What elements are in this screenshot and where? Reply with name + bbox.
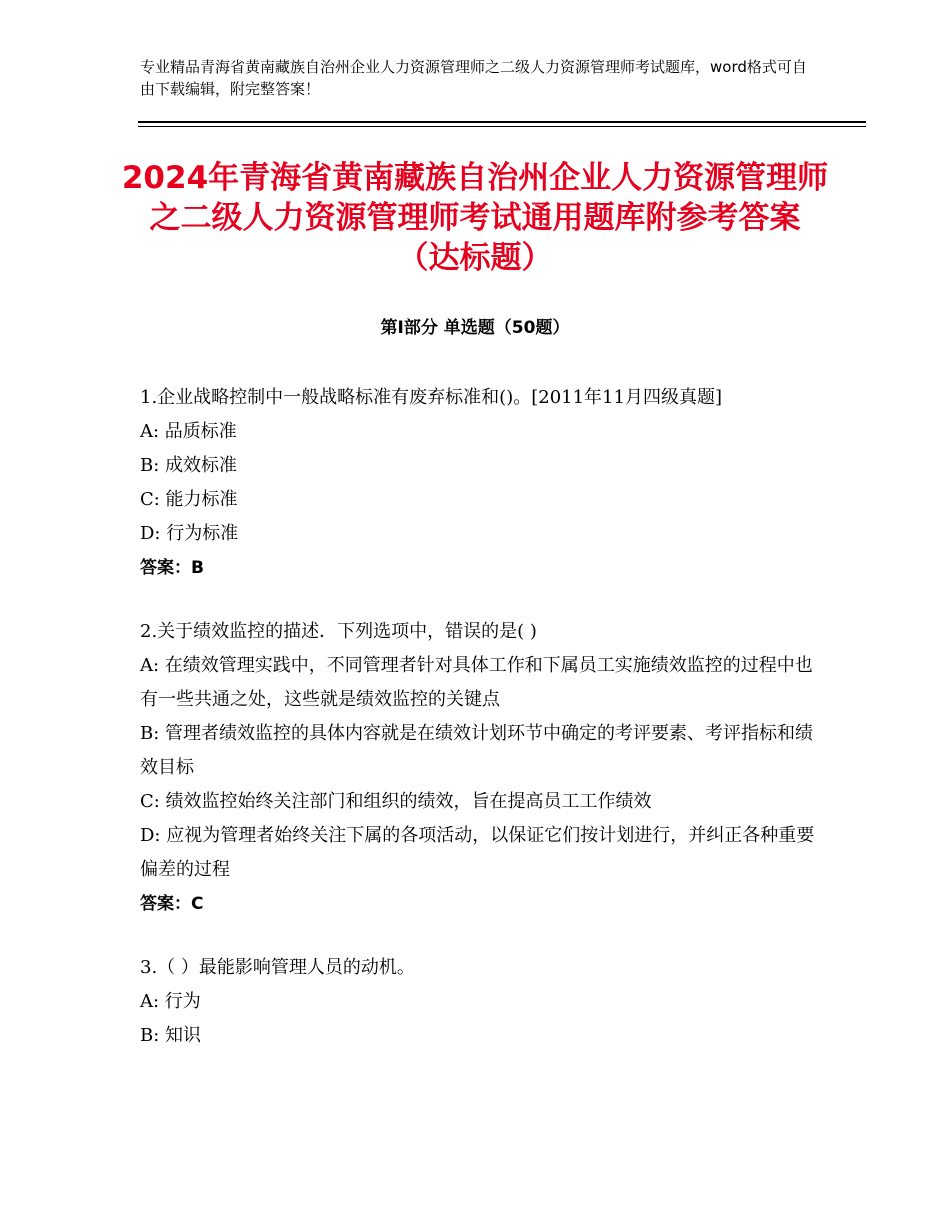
question-list	[140, 381, 815, 1083]
option-c: C: 能力标准	[140, 489, 238, 510]
option-a: A: 在绩效管理实践中，不同管理者针对具体工作和下属员工实施绩效监控的过程中也有一些共通之处，这些就是绩效监控的关键点	[140, 655, 813, 710]
option-d: D: 应视为管理者始终关注下属的各项活动，以保证它们按计划进行，并纠正各种重要偏差的过程	[140, 825, 815, 880]
question-stem: 1.企业战略控制中一般战略标准有废弃标准和()。[2011年11月四级真题]	[140, 387, 722, 408]
question-2	[140, 615, 815, 921]
document-title: 2024年青海省黄南藏族自治州企业人力资源管理师之二级人力资源管理师考试通用题库附参考答案（达标题）	[121, 160, 829, 276]
option-a: A: 品质标准	[140, 421, 237, 442]
option-b: B: 知识	[140, 1025, 202, 1046]
answer-label: 答案：C	[140, 894, 204, 914]
header-note: 专业精品青海省黄南藏族自治州企业人力资源管理师之二级人力资源管理师考试题库，word格式可自由下载编辑，附完整答案！	[140, 58, 807, 98]
question-stem: 3.（ ）最能影响管理人员的动机。	[140, 957, 415, 978]
question-1	[140, 381, 815, 585]
header-rule-thick	[138, 121, 866, 123]
option-b: B: 管理者绩效监控的具体内容就是在绩效计划环节中确定的考评要素、考评指标和绩效目标	[140, 723, 814, 778]
option-a: A: 行为	[140, 991, 201, 1012]
section-heading: 第Ⅰ部分 单选题（50题）	[380, 318, 570, 338]
option-d: D: 行为标准	[140, 523, 239, 544]
header-rule-thin	[138, 126, 866, 127]
answer-label: 答案：B	[140, 558, 204, 578]
option-c: C: 绩效监控始终关注部门和组织的绩效，旨在提高员工工作绩效	[140, 791, 652, 812]
option-b: B: 成效标准	[140, 455, 238, 476]
question-stem: 2.关于绩效监控的描述．下列选项中，错误的是( )	[140, 621, 537, 642]
question-3	[140, 951, 815, 1053]
